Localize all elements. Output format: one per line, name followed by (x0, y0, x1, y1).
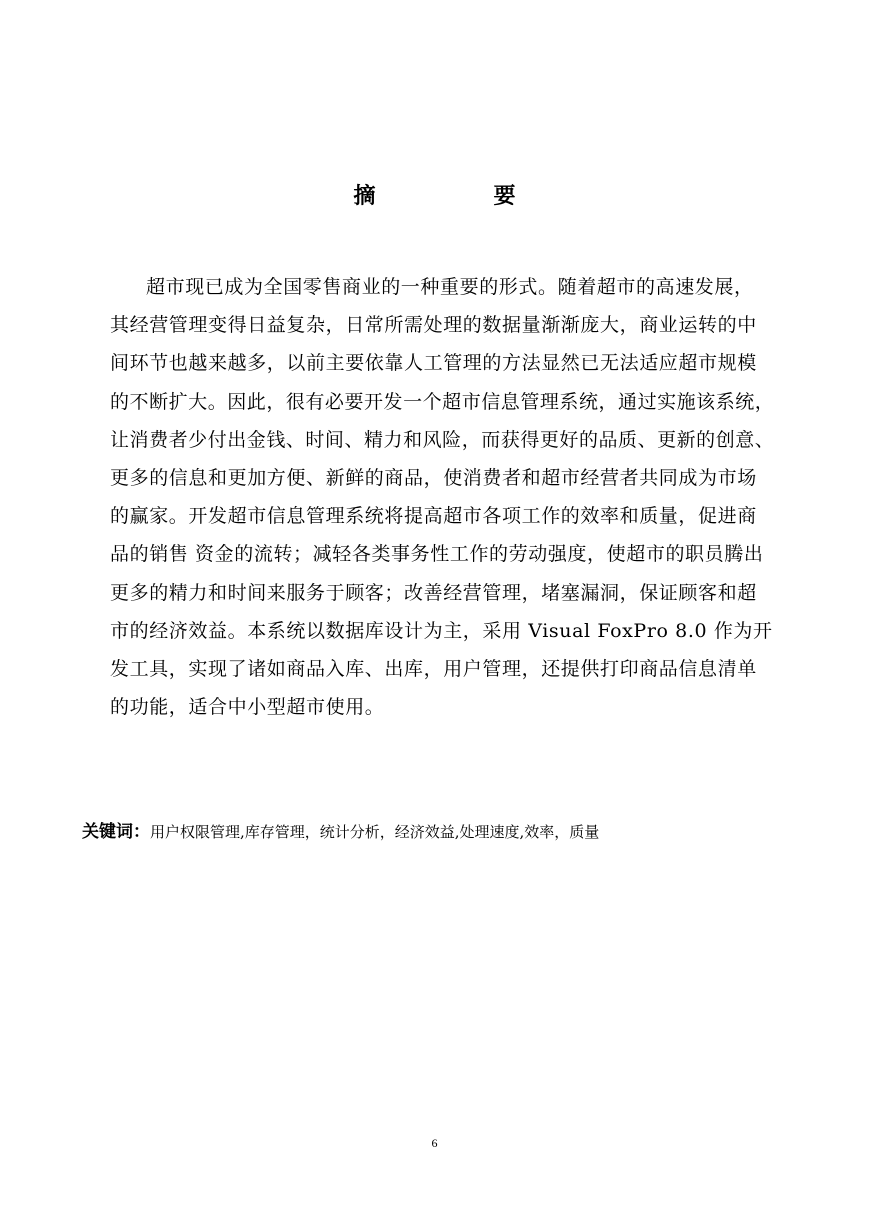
abstract-line: 市的经济效益。本系统以数据库设计为主，采用 Visual FoxPro 8.0 作为开 (110, 619, 773, 642)
abstract-line: 更多的信息和更加方便、新鲜的商品，使消费者和超市经营者共同成为市场 (110, 467, 757, 490)
keywords-text: 用户权限管理,库存管理，统计分析，经济效益,处理速度,效率，质量 (150, 823, 600, 841)
abstract-body (110, 268, 774, 726)
abstract-line: 让消费者少付出金钱、时间、精力和风险，而获得更好的品质、更新的创意、 (110, 428, 775, 451)
abstract-line: 更多的精力和时间来服务于顾客；改善经营管理，堵塞漏洞，保证顾客和超 (110, 581, 757, 604)
keywords-line (82, 820, 782, 844)
page-number: 6 (431, 1136, 438, 1150)
page-title: 摘 要 (353, 184, 564, 209)
abstract-line: 品的销售 资金的流转；减轻各类事务性工作的劳动强度，使超市的职员腾出 (110, 543, 764, 566)
keywords-label: 关键词： (82, 822, 150, 842)
abstract-line: 的不断扩大。因此，很有必要开发一个超市信息管理系统，通过实施该系统， (110, 390, 775, 413)
abstract-line: 的赢家。开发超市信息管理系统将提高超市各项工作的效率和质量，促进商 (110, 505, 757, 528)
abstract-line: 的功能，适合中小型超市使用。 (110, 696, 385, 719)
abstract-line: 发工具，实现了诸如商品入库、出库，用户管理，还提供打印商品信息清单 (110, 658, 757, 681)
abstract-line: 其经营管理变得日益复杂，日常所需处理的数据量渐渐庞大，商业运转的中 (110, 314, 757, 337)
abstract-line: 间环节也越来越多，以前主要依靠人工管理的方法显然已无法适应超市规模 (110, 352, 757, 375)
abstract-line: 超市现已成为全国零售商业的一种重要的形式。随着超市的高速发展， (146, 276, 754, 298)
